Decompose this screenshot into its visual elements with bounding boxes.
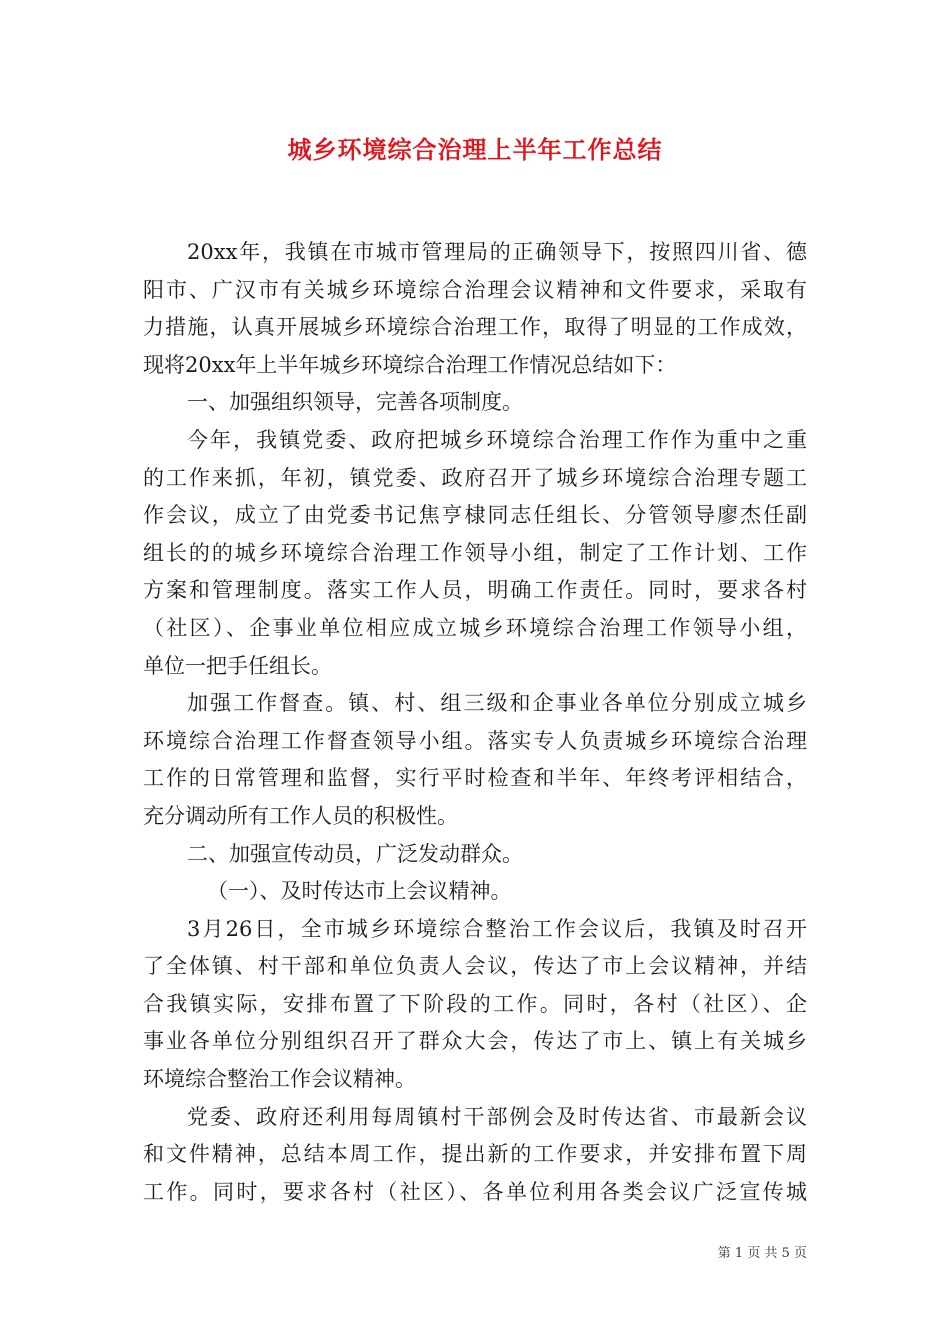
paragraph-line: 作会议，成立了由党委书记焦亨棣同志任组长、分管领导廖杰任副 bbox=[143, 503, 807, 528]
paragraph-line: 工作。同时，要求各村（社区）、各单位利用各类会议广泛宣传城 bbox=[143, 1179, 807, 1204]
paragraph-line: 现将20xx年上半年城乡环境综合治理工作情况总结如下： bbox=[143, 352, 677, 377]
paragraph-line: 加强工作督查。镇、村、组三级和企事业各单位分别成立城乡 bbox=[187, 691, 807, 716]
paragraph-line: 方案和管理制度。落实工作人员，明确工作责任。同时，要求各村 bbox=[143, 578, 807, 603]
section-heading: 一、加强组织领导，完善各项制度。 bbox=[187, 390, 523, 415]
paragraph-line: 今年，我镇党委、政府把城乡环境综合治理工作作为重中之重 bbox=[187, 427, 807, 452]
paragraph-line: 事业各单位分别组织召开了群众大会，传达了市上、镇上有关城乡 bbox=[143, 1029, 807, 1054]
paragraph-line: 合我镇实际，安排布置了下阶段的工作。同时，各村（社区）、企 bbox=[143, 991, 807, 1016]
paragraph-line: 充分调动所有工作人员的积极性。 bbox=[143, 803, 458, 828]
paragraph-line: 20xx年，我镇在市城市管理局的正确领导下，按照四川省、德 bbox=[187, 240, 807, 264]
paragraph-line: 力措施，认真开展城乡环境综合治理工作，取得了明显的工作成效， bbox=[143, 315, 807, 340]
paragraph-line: 党委、政府还利用每周镇村干部例会及时传达省、市最新会议 bbox=[187, 1104, 807, 1129]
page-number: 第 1 页 共 5 页 bbox=[717, 1246, 807, 1261]
subsection-heading: （一）、及时传达市上会议精神。 bbox=[207, 879, 512, 904]
paragraph-line: 环境综合整治工作会议精神。 bbox=[143, 1067, 416, 1092]
paragraph-line: 工作的日常管理和监督，实行平时检查和半年、年终考评相结合， bbox=[143, 766, 807, 791]
paragraph-line: 的工作来抓，年初，镇党委、政府召开了城乡环境综合治理专题工 bbox=[143, 465, 807, 490]
document-title: 城乡环境综合治理上半年工作总结 bbox=[287, 135, 663, 164]
paragraph-line: 组长的的城乡环境综合治理工作领导小组，制定了工作计划、工作 bbox=[143, 540, 807, 565]
paragraph-line: 了全体镇、村干部和单位负责人会议，传达了市上会议精神，并结 bbox=[143, 954, 807, 979]
paragraph-line: 单位一把手任组长。 bbox=[143, 653, 332, 678]
paragraph-line: 环境综合治理工作督查领导小组。落实专人负责城乡环境综合治理 bbox=[143, 728, 807, 753]
paragraph-line: 3月26日，全市城乡环境综合整治工作会议后，我镇及时召开 bbox=[187, 916, 807, 941]
document-body bbox=[143, 234, 807, 1211]
section-heading: 二、加强宣传动员，广泛发动群众。 bbox=[187, 841, 523, 866]
paragraph-line: 和文件精神，总结本周工作，提出新的工作要求，并安排布置下周 bbox=[143, 1142, 807, 1167]
paragraph-line: （社区）、企事业单位相应成立城乡环境综合治理工作领导小组， bbox=[143, 615, 807, 640]
paragraph-line: 阳市、广汉市有关城乡环境综合治理会议精神和文件要求，采取有 bbox=[143, 277, 807, 302]
